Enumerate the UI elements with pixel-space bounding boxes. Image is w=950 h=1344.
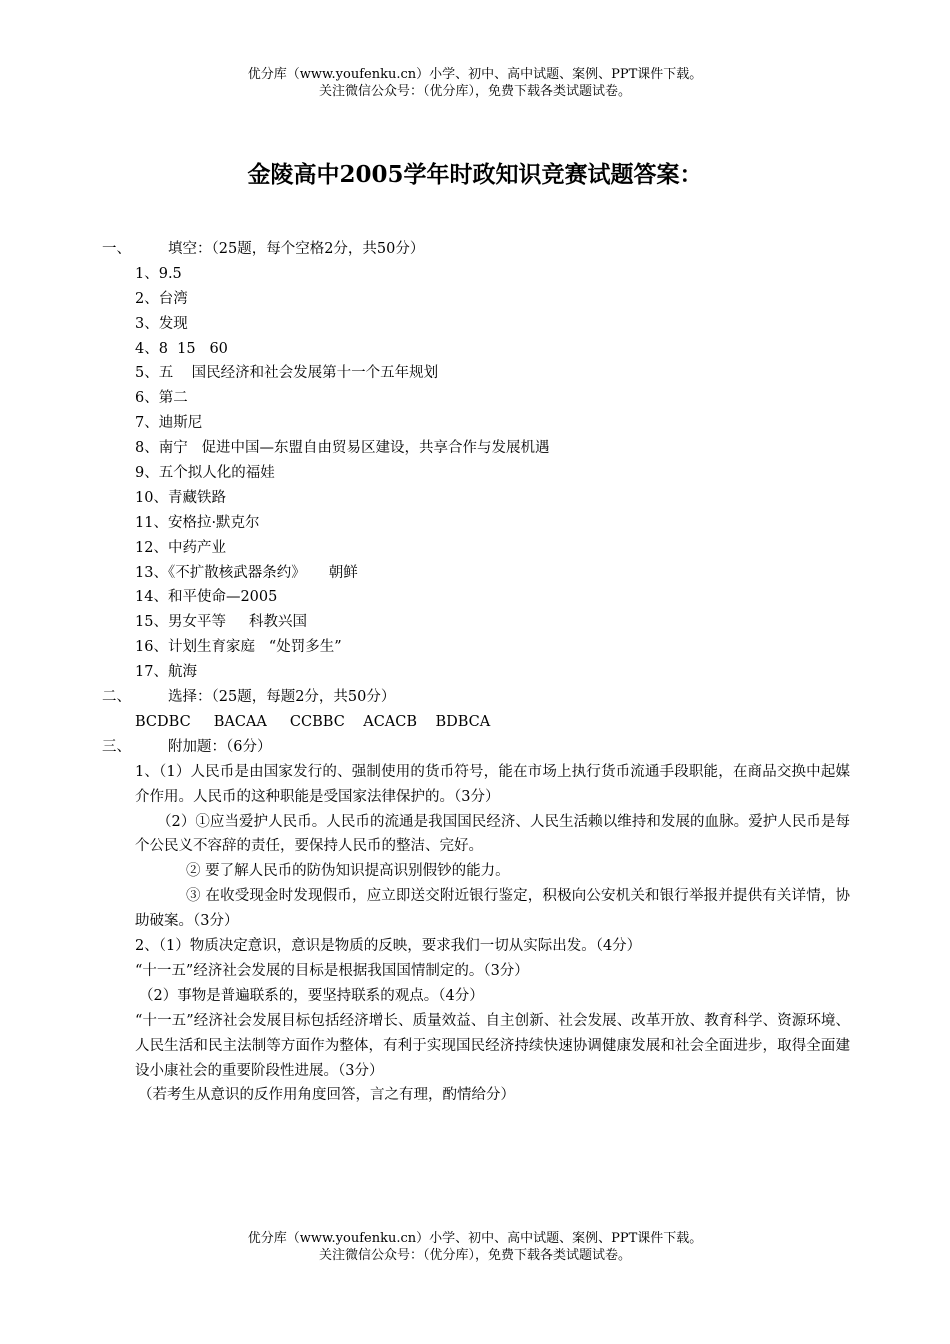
- footer-line-1: 优分库（www.youfenku.cn）小学、初中、高中试题、案例、PPT课件下载。: [247, 1231, 703, 1246]
- section-2-label: 选择：（25题，每题2分，共50分）: [168, 689, 396, 706]
- choice-answers: BCDBC BACAA CCBBC ACACB BDBCA: [135, 713, 491, 730]
- page-header: [0, 66, 950, 100]
- q1-part3: ② 要了解人民币的防伪知识提高识别假钞的能力。: [186, 863, 510, 880]
- header-line-2: 关注微信公众号：（优分库），免费下载各类试题试卷。: [318, 84, 631, 99]
- q1-part4: [102, 884, 850, 934]
- answer-item: 14、和平使命—2005: [135, 589, 278, 606]
- answer-item: 2、台湾: [135, 290, 188, 307]
- q1-part1-text: 1、（1）人民币是由国家发行的、强制使用的货币符号，能在市场上执行货币流通手段职能，在商品交换中起媒介作用。人民币的这种职能是受国家法律保护的。（3分）: [135, 763, 850, 805]
- answer-item: 13、《不扩散核武器条约》 朝鲜: [135, 564, 358, 581]
- answer-item: 1、9.5: [135, 265, 182, 282]
- q2-part4: [102, 1009, 850, 1084]
- q1-part2-text: （2）①应当爱护人民币。人民币的流通是我国国民经济、人民生活赖以维持和发展的血脉。爱护人民币是每个公民义不容辞的责任，要保持人民币的整洁、完好。: [135, 813, 850, 855]
- section-3-number: 三、: [102, 738, 131, 755]
- footer-line-2: 关注微信公众号：（优分库），免费下载各类试题试卷。: [318, 1248, 631, 1263]
- q1-part1: [102, 760, 850, 810]
- q2-part4-text: “十一五”经济社会发展目标包括经济增长、质量效益、自主创新、社会发展、改革开放、教育科学、资源环境、人民生活和民主法制等方面作为整体，有利于实现国民经济持续快速协调健康发展和社会全面进步，取得全面建设小康社会的重要阶段性进展。（3分）: [135, 1012, 850, 1079]
- header-line-1: 优分库（www.youfenku.cn）小学、初中、高中试题、案例、PPT课件下载。: [247, 67, 703, 82]
- q2-part2: “十一五”经济社会发展的目标是根据我国国情制定的。（3分）: [135, 962, 529, 979]
- section-1-heading: [102, 237, 850, 262]
- section-1-number: 一、: [102, 241, 131, 257]
- answer-item: 11、安格拉·默克尔: [135, 514, 260, 531]
- q2-part1: 2、（1）物质决定意识，意识是物质的反映，要求我们一切从实际出发。（4分）: [135, 938, 642, 955]
- section-2-heading: [102, 685, 850, 710]
- q2-part3: （2）事物是普遍联系的，要坚持联系的观点。（4分）: [139, 987, 484, 1004]
- answer-item: 9、五个拟人化的福娃: [135, 465, 275, 482]
- section-1-label: 填空：（25题，每个空格2分，共50分）: [168, 241, 425, 257]
- answer-item: 3、发现: [135, 315, 188, 332]
- answer-item: 17、航海: [135, 664, 197, 681]
- section-3-heading: [102, 735, 850, 760]
- q1-part2: [102, 810, 850, 860]
- document-title: 金陵高中2005学年时政知识竞赛试题答案：: [247, 161, 703, 188]
- answer-item: 10、青藏铁路: [135, 489, 226, 506]
- answer-item: 5、五 国民经济和社会发展第十一个五年规划: [135, 365, 439, 382]
- answer-item: 12、中药产业: [135, 539, 226, 556]
- page-footer: [0, 1230, 950, 1264]
- q1-part4-text: ③ 在收受现金时发现假币，应立即送交附近银行鉴定，积极向公安机关和银行举报并提供有关详情，协助破案。（3分）: [135, 888, 850, 930]
- section-2-number: 二、: [102, 689, 131, 706]
- answer-item: 7、迪斯尼: [135, 415, 203, 432]
- grading-note: （若考生从意识的反作用角度回答，言之有理，酌情给分）: [138, 1087, 515, 1104]
- answer-item: 8、南宁 促进中国—东盟自由贸易区建设，共享合作与发展机遇: [135, 440, 550, 457]
- answer-content: [102, 237, 850, 1108]
- answer-item: 15、男女平等 科教兴国: [135, 614, 307, 631]
- section-3-label: 附加题：（6分）: [168, 738, 272, 755]
- answer-item: 6、第二: [135, 390, 188, 407]
- answer-item: 16、计划生育家庭 “处罚多生”: [135, 639, 342, 656]
- answer-item: 4、8 15 60: [135, 340, 228, 357]
